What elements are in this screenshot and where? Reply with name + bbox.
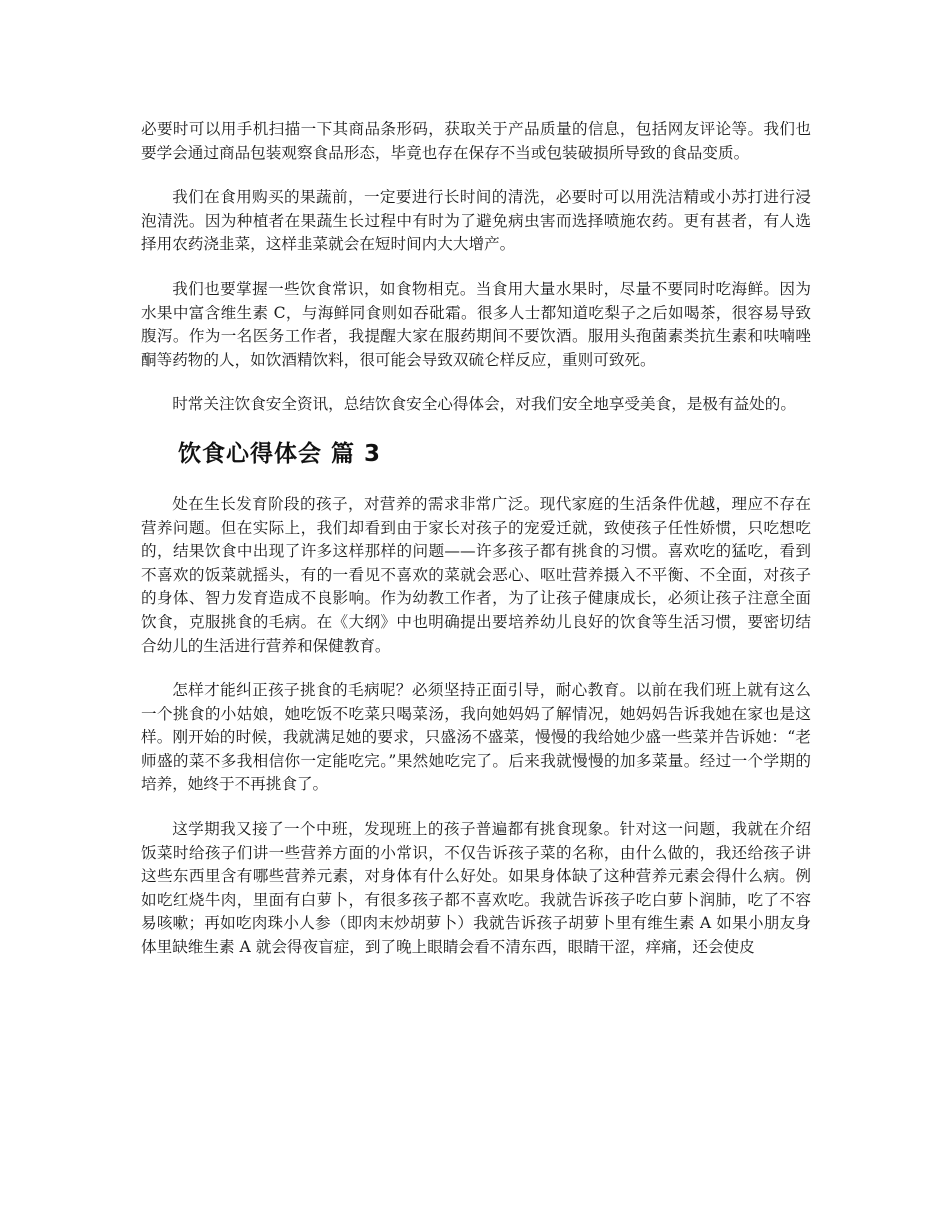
- paragraph: 我们在食用购买的果蔬前，一定要进行长时间的清洗，必要时可以用洗洁精或小苏打进行浸泡清洗。因为种植者在果蔬生长过程中有时为了避免病虫害而选择喷施农药。更有甚者，有人选择用农药浇韭菜，这样韭菜就会在短时间内大大增产。: [141, 188, 811, 254]
- paragraph: 时常关注饮食安全资讯，总结饮食安全心得体会，对我们安全地享受美食，是极有益处的。: [172, 395, 796, 414]
- paragraph: 怎样才能纠正孩子挑食的毛病呢？必须坚持正面引导，耐心教育。以前在我们班上就有这么一个挑食的小姑娘，她吃饭不吃菜只喝菜汤，我向她妈妈了解情况，她妈妈告诉我她在家也是这样。刚开始的时候，我就满足她的要求，只盛汤不盛菜，慢慢的我给她少盛一些菜并告诉她：“老师盛的菜不多我相信你一定能吃完。”果然她吃完了。后来我就慢慢的加多菜量。经过一个学期的培养，她终于不再挑食了。: [141, 681, 811, 794]
- paragraph: 处在生长发育阶段的孩子，对营养的需求非常广泛。现代家庭的生活条件优越，理应不存在营养问题。但在实际上，我们却看到由于家长对孩子的宠爱迁就，致使孩子任性娇惯，只吃想吃的，结果饮食中出现了许多这样那样的问题——许多孩子都有挑食的习惯。喜欢吃的猛吃，看到不喜欢的饭菜就摇头，有的一看见不喜欢的菜就会恶心、呕吐营养摄入不平衡、不全面，对孩子的身体、智力发育造成不良影响。作为幼教工作者，为了让孩子健康成长，必须让孩子注意全面饮食，克服挑食的毛病。在《大纲》中也明确提出要培养幼儿良好的饮食等生活习惯，要密切结合幼儿的生活进行营养和保健教育。: [141, 494, 811, 655]
- section-heading: 饮食心得体会 篇 3: [178, 440, 382, 467]
- paragraph: 我们也要掌握一些饮食常识，如食物相克。当食用大量水果时，尽量不要同时吃海鲜。因为水果中富含维生素 C，与海鲜同食则如吞砒霜。很多人士都知道吃梨子之后如喝茶，很容易导致腹泻。作为一名医务工作者，我提醒大家在服药期间不要饮酒。服用头孢菌素类抗生素和呋喃唑酮等药物的人，如饮酒精饮料，很可能会导致双硫仑样反应，重则可致死。: [141, 279, 811, 369]
- paragraph: 这学期我又接了一个中班，发现班上的孩子普遍都有挑食现象。针对这一问题，我就在介绍饭菜时给孩子们讲一些营养方面的小常识，不仅告诉孩子菜的名称，由什么做的，我还给孩子讲这些东西里含有哪些营养元素，对身体有什么好处。如果身体缺了这种营养元素会得什么病。例如吃红烧牛肉，里面有白萝卜，有很多孩子都不喜欢吃。我就告诉孩子吃白萝卜润肺，吃了不容易咳嗽；再如吃肉珠小人参（即肉末炒胡萝卜）我就告诉孩子胡萝卜里有维生素 A 如果小朋友身体里缺维生素 A 就会得夜盲症，到了晚上眼睛会看不清东西，眼睛干涩，痒痛，还会使皮: [141, 820, 811, 957]
- document-page: [141, 118, 811, 981]
- paragraph-continued: 必要时可以用手机扫描一下其商品条形码，获取关于产品质量的信息，包括网友评论等。我们也要学会通过商品包装观察食品形态，毕竟也存在保存不当或包装破损所导致的食品变质。: [141, 120, 811, 162]
